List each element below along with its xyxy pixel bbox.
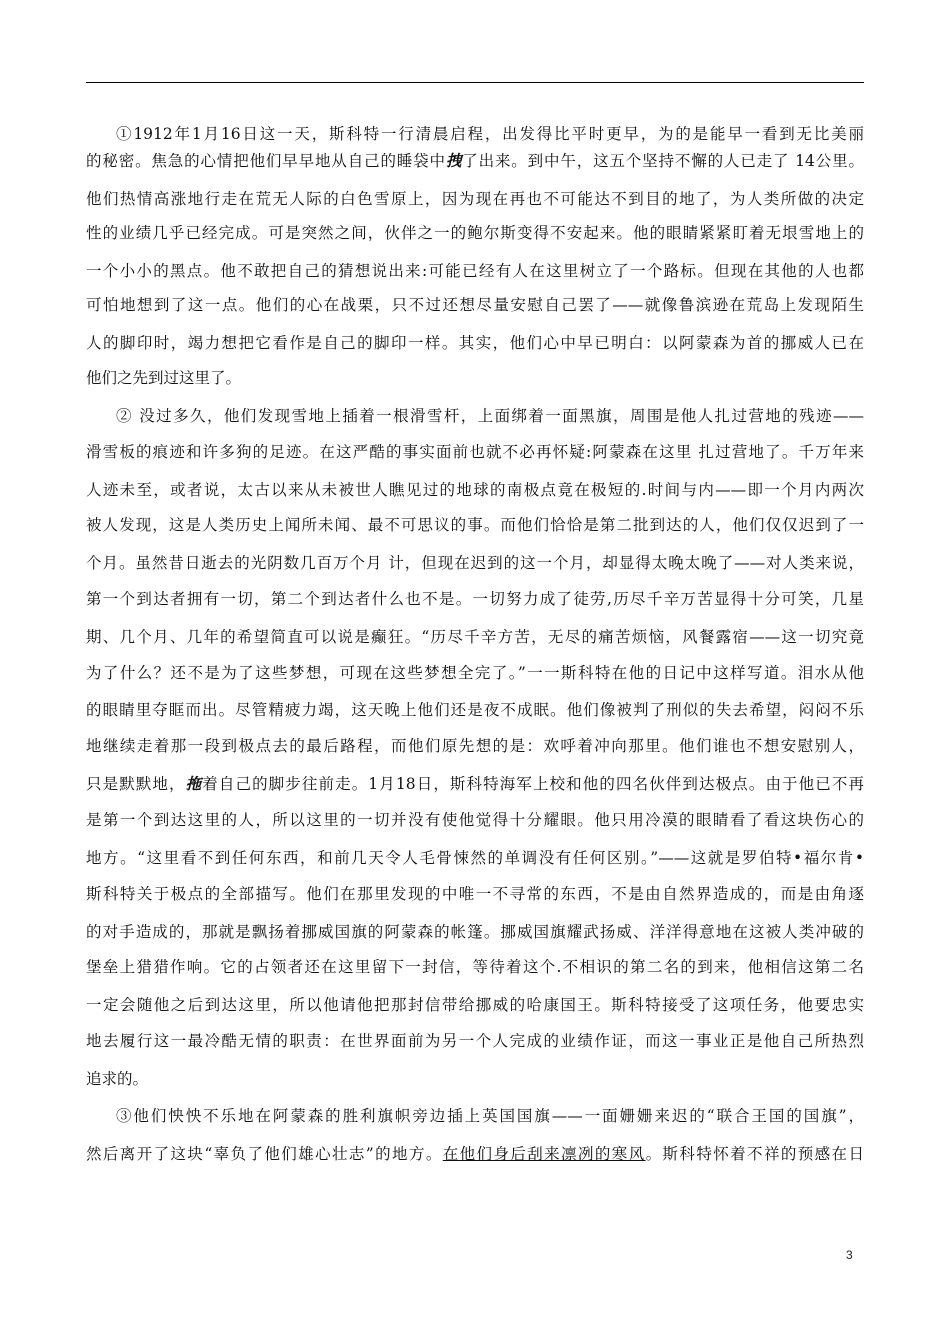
text-segment: 被人发现，这是人类历史上闻所未闻、最不可思议的事。而他们恰恰是第二批到达的人，他们仅仅迟到了一: [86, 516, 864, 534]
text-segment: 是第一个到达这里的人，所以这里的一切并没有使他觉得十分耀眼。他只用冷漠的眼睛看了看这块伤心的: [86, 811, 864, 829]
text-segment: 人迹未至，或者说，太古以来从未被世人瞧见过的地球的南极点竟在极短的.时间与内——即一个月内两次: [86, 481, 864, 499]
text-segment: 的秘密。焦急的心情把他们早早地从自己的睡袋中: [86, 152, 446, 170]
underlined-phrase: 在他们身后刮来凛冽的寒风: [442, 1145, 646, 1163]
text-line: [86, 953, 864, 981]
text-line: [86, 329, 864, 357]
emphasized-word: 拽: [445, 151, 463, 170]
text-segment: 追求的。: [86, 1070, 149, 1088]
text-line: [86, 1140, 864, 1168]
text-segment: ② 没过多久，他们发现雪地上插着一根滑雪杆，上面绑着一面黑旗，周围是他人扎过营地的残迹——: [116, 407, 864, 425]
text-segment: 的对手造成的，那就是飘扬着挪威国旗的阿蒙森的帐篷。挪威国旗耀武扬威、洋洋得意地在这被人类冲破的: [86, 923, 864, 941]
text-line: [86, 918, 864, 946]
text-line: [86, 844, 864, 872]
text-segment: 斯科特关于极点的全部描写。他们在那里发现的中唯一不寻常的东西，不是由自然界造成的，而是由角逐: [86, 885, 864, 903]
text-segment: 一个小小的黑点。他不敢把自己的猜想说出来:可能已经有人在这里树立了一个路标。但现在其他的人也都: [86, 262, 864, 280]
text-segment: 他们热情高涨地行走在荒无人际的白色雪原上，因为现在再也不可能达不到目的地了，为人类所做的决定: [86, 190, 864, 208]
text-segment: 可怕地想到了这一点。他们的心在战栗，只不过还想尽量安慰自己罢了——就像鲁滨逊在荒岛上发现陌生: [86, 296, 864, 314]
text-line: [86, 623, 864, 651]
page-number: 3: [846, 1248, 853, 1262]
text-segment: 着自己的脚步往前走。1月18日，斯科特海军上校和他的四名伙伴到达极点。由于他已不再: [202, 775, 864, 793]
text-segment: 地去履行这一最冷酷无情的职责：在世界面前为另一个人完成的业绩作证，而这一事业正是他自己所热烈: [86, 1032, 864, 1050]
text-line: [86, 991, 864, 1019]
text-segment: 堡垒上猎猎作响。它的占领者还在这里留下一封信，等待着这个.不相识的第二名的到来，他相信这第二名: [86, 958, 864, 976]
text-line: [86, 364, 864, 392]
text-line: [86, 549, 864, 577]
text-line: [86, 1027, 864, 1055]
text-line: [86, 659, 864, 687]
text-line: [86, 511, 864, 539]
text-segment: 为了什么？还不是为了这些梦想，可现在这些梦想全完了。”一一斯科特在他的日记中这样写道。泪水从他: [86, 664, 864, 682]
text-line: [86, 806, 864, 834]
text-line: [86, 402, 864, 430]
text-segment: 期、几个月、几年的希望简直可以说是癫狂。“历尽千辛方苦，无尽的痛苦烦恼，风餐露宿——这一切究竟: [86, 628, 864, 646]
text-line: [86, 1065, 864, 1093]
text-segment: 地继续走着那一段到极点去的最后路程，而他们原先想的是：欢呼着冲向那里。他们谁也不想安慰别人，: [86, 737, 864, 755]
text-line: [86, 438, 864, 466]
text-segment: ③他们怏怏不乐地在阿蒙森的胜利旗帜旁边插上英国国旗——一面姗姗来迟的“联合王国的国旗”，: [116, 1107, 864, 1125]
text-segment: 滑雪板的痕迹和许多狗的足迹。在这严酷的事实面前也就不必再怀疑:阿蒙森在这里 扎过营地了。千万年来: [86, 443, 864, 461]
text-line: [86, 732, 864, 760]
text-segment: ①1912年1月16日这一天，斯科特一行清晨启程，出发得比平时更早，为的是能早一看到无比美丽: [116, 125, 864, 143]
text-segment: 一定会随他之后到达这里，所以他请他把那封信带给挪威的哈康国王。斯科特接受了这项任务，他要忠实: [86, 996, 864, 1014]
text-line: [86, 185, 864, 213]
text-segment: 地方。“这里看不到任何东西，和前几天令人毛骨悚然的单调没有任何区别。”——这就是罗伯特•福尔肯•: [86, 849, 864, 867]
text-line: [86, 696, 864, 724]
text-line: [86, 585, 864, 613]
text-line: [86, 476, 864, 504]
text-line: [86, 1102, 864, 1130]
text-segment: 。斯科特怀着不祥的预感在日: [645, 1145, 864, 1163]
text-segment: 第一个到达者拥有一切，第二个到达者什么也不是。一切努力成了徒劳,历尽千辛万苦显得十分可笑，几星: [86, 590, 864, 608]
text-line: [86, 291, 864, 319]
text-segment: 了出来。到中午，这五个坚持不懈的人已走了 14公里。: [462, 152, 864, 170]
text-segment: 只是默默地，: [86, 775, 186, 793]
text-line: [86, 257, 864, 285]
text-line: [86, 219, 864, 247]
emphasized-word: 拖: [185, 774, 203, 793]
header-rule: [86, 82, 864, 83]
text-segment: 他们之先到过这里了。: [86, 369, 242, 387]
text-line: [86, 120, 864, 148]
text-segment: 然后离开了这块“辜负了他们雄心壮志”的地方。: [86, 1145, 443, 1163]
text-segment: 的眼睛里夺眶而出。尽管精疲力竭，这天晚上他们还是夜不成眠。他们像被判了刑似的失去希望，闷闷不乐: [86, 701, 864, 719]
text-line: [86, 770, 864, 798]
text-segment: 性的业绩几乎已经完成。可是突然之间，伙伴之一的鲍尔斯变得不安起来。他的眼睛紧紧盯着无垠雪地上的: [86, 224, 864, 242]
text-line: [86, 880, 864, 908]
text-segment: 人的脚印时，竭力想把它看作是自己的脚印一样。其实，他们心中早已明白：以阿蒙森为首的挪威人已在: [86, 334, 864, 352]
text-segment: 个月。虽然昔日逝去的光阴数几百万个月 计，但现在迟到的这一个月，却显得太晚太晚了——对人类来说，: [86, 554, 864, 572]
text-line: [86, 147, 864, 175]
